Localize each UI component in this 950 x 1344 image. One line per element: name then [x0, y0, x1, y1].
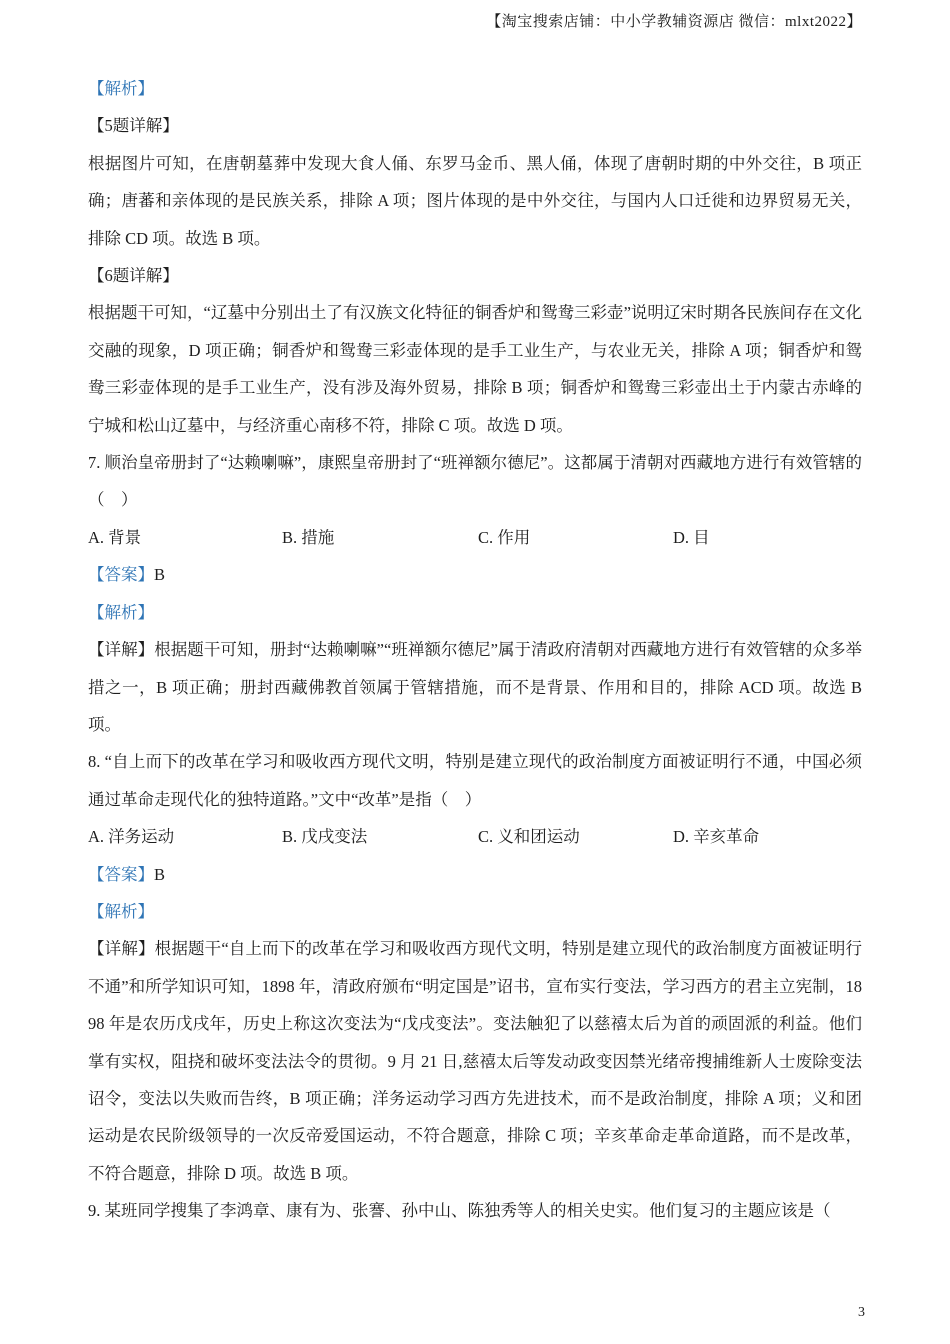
q8-answer-line — [88, 856, 862, 893]
q7-answer-label: 【答案】 — [88, 565, 154, 585]
q8-option-d: D. 辛亥革命 — [673, 827, 760, 847]
q8-answer-label: 【答案】 — [88, 864, 154, 884]
q8-option-a: A. 洋务运动 — [88, 827, 175, 847]
q7-options-row — [88, 519, 862, 556]
q7-stem: 7. 顺治皇帝册封了“达赖喇嘛”，康熙皇帝册封了“班禅额尔德尼”。这都属于清朝对西藏地方进行有效管辖的（ ） — [88, 453, 862, 510]
q8-options-row — [88, 818, 862, 855]
q7-option-d: D. 目 — [673, 527, 710, 547]
analysis-label: 【解析】 — [88, 79, 154, 98]
store-watermark: 【淘宝搜索店铺：中小学教辅资源店 微信：mlxt2022】 — [486, 14, 862, 30]
q8-option-b: B. 戊戌变法 — [282, 827, 368, 847]
q7-detail-text: 【详解】根据题干可知，册封“达赖喇嘛”“班禅额尔德尼”属于清政府清朝对西藏地方进行有效管辖的众多举措之一，B 项正确；册封西藏佛教首领属于管辖措施，而不是背景、作用和目的，排除 ACD 项。故选 B 项。 — [88, 640, 862, 734]
q6-detail-heading: 【6题详解】 — [88, 266, 179, 286]
q8-analysis-label: 【解析】 — [88, 901, 154, 921]
q7-option-a: A. 背景 — [88, 527, 142, 547]
q8-stem: 8. “自上而下的改革在学习和吸收西方现代文明，特别是建立现代的政治制度方面被证明行不通，中国必须通过革命走现代化的独特道路。”文中“改革”是指（ ） — [88, 752, 862, 809]
q5-detail-text: 根据图片可知，在唐朝墓葬中发现大食人俑、东罗马金币、黑人俑，体现了唐朝时期的中外交往，B 项正确；唐蕃和亲体现的是民族关系，排除 A 项；图片体现的是中外交往，与国内人口迁徙和边界贸易无关，排除 CD 项。故选 B 项。 — [88, 153, 862, 248]
q7-option-c: C. 作用 — [478, 527, 531, 547]
q5-detail-heading: 【5题详解】 — [88, 116, 179, 136]
q7-analysis-label: 【解析】 — [88, 602, 154, 622]
q9-stem: 9. 某班同学搜集了李鸿章、康有为、张謇、孙中山、陈独秀等人的相关史实。他们复习的主题应该是（ — [88, 1201, 831, 1221]
q6-detail-text: 根据题干可知，“辽墓中分别出土了有汉族文化特征的铜香炉和鸳鸯三彩壶”说明辽宋时期各民族间存在文化交融的现象，D 项正确；铜香炉和鸳鸯三彩壶体现的是手工业生产，与农业无关，排除 A 项；铜香炉和鸳鸯三彩壶体现的是手工业生产，没有涉及海外贸易，排除 B 项；铜香炉和鸳鸯三彩壶出土于内蒙古赤峰的宁城和松山辽墓中，与经济重心南移不符，排除 C 项。故选 D 项。 — [88, 303, 862, 435]
q7-answer-line — [88, 556, 862, 593]
page-content — [88, 70, 862, 1230]
q8-option-c: C. 义和团运动 — [478, 827, 580, 847]
q7-option-b: B. 措施 — [282, 527, 335, 547]
q8-detail-text: 【详解】根据题干“自上而下的改革在学习和吸收西方现代文明，特别是建立现代的政治制度方面被证明行不通”和所学知识可知，1898 年，清政府颁布“明定国是”诏书，宣布实行变法，学习西方的君主立宪制，1898 年是农历戊戌年，历史上称这次变法为“戊戌变法”。变法触犯了以慈禧太后为首的顽固派的利益。他们掌有实权，阻挠和破坏变法法令的贯彻。9 月 21 日,慈禧太后等发动政变因禁光绪帝搜捕维新人士废除变法诏令，变法以失败而告终，B 项正确；洋务运动学习西方先进技术，而不是政治制度，排除 A 项；义和团运动是农民阶级领导的一次反帝爱国运动，不符合题意，排除 C 项；辛亥革命走革命道路，而不是改革，不符合题意，排除 D 项。故选 B 项。 — [88, 939, 862, 1183]
q7-answer-value: B — [154, 565, 166, 585]
page-number: 3 — [858, 1305, 865, 1320]
q8-answer-value: B — [154, 864, 166, 884]
